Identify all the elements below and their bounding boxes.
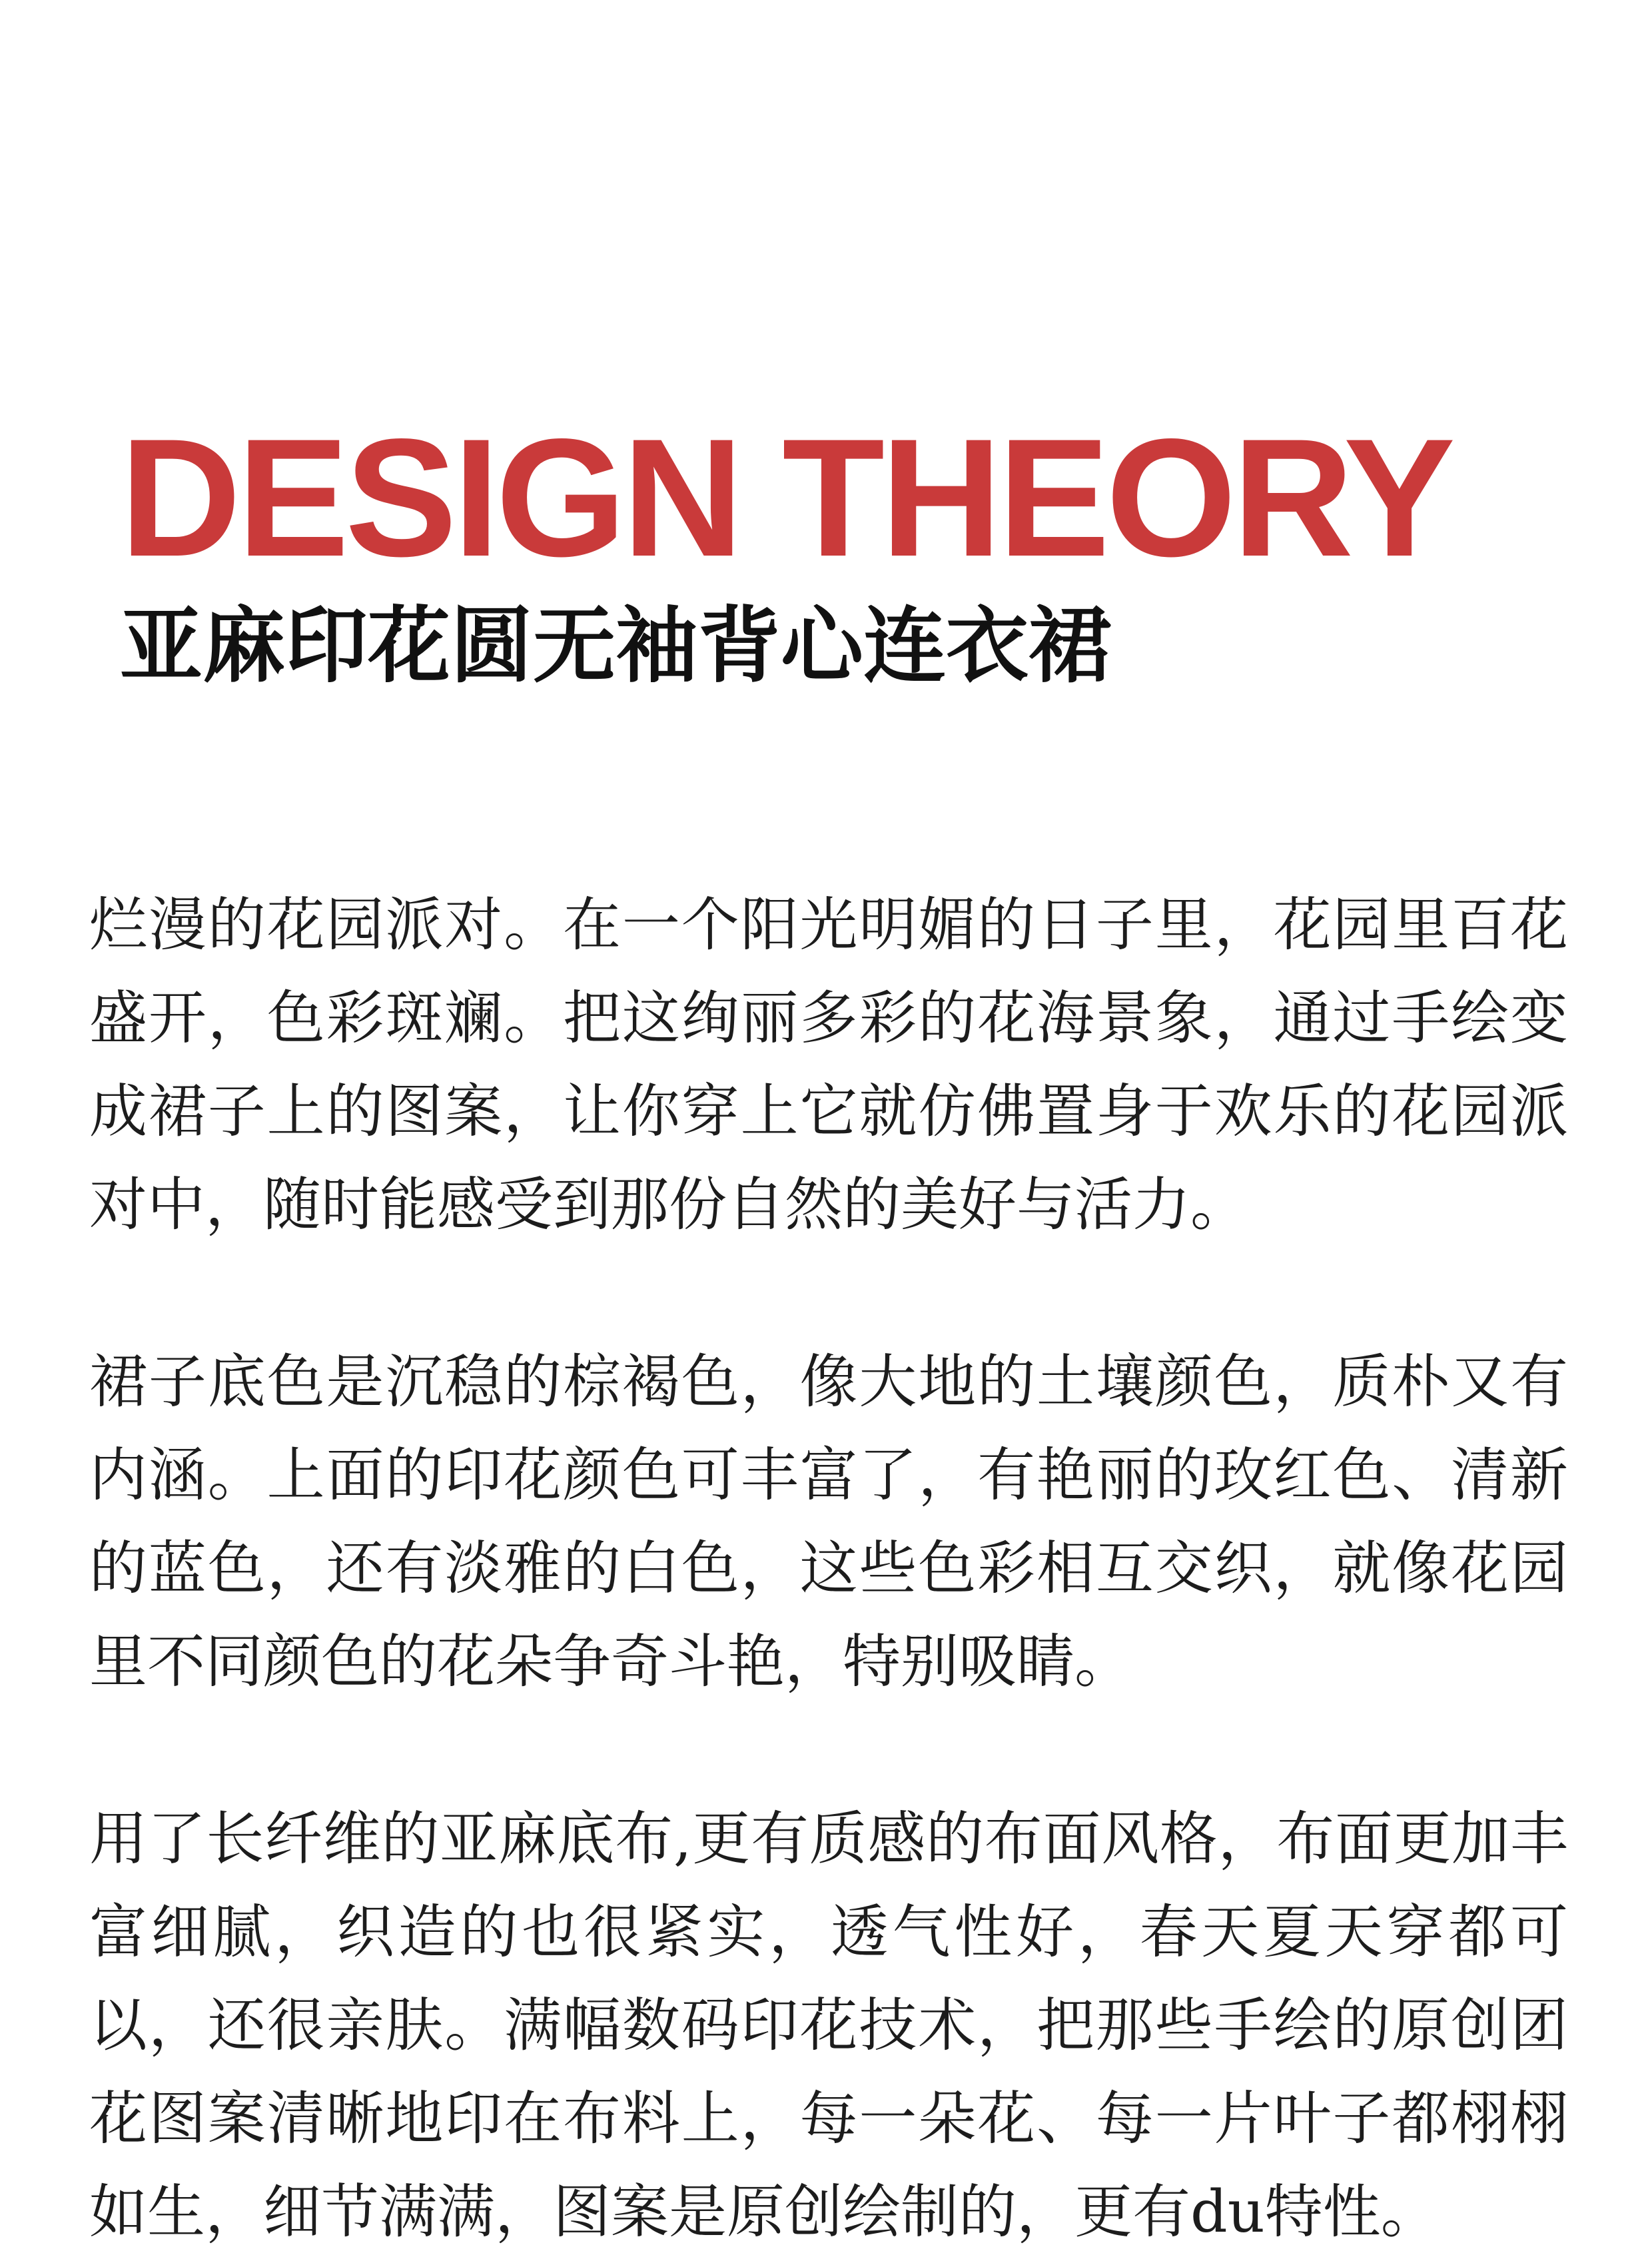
page-title-english: DESIGN THEORY [120,404,1451,592]
paragraph-fabric: 用了长纤维的亚麻底布,更有质感的布面风格，布面更加丰富细腻，织造的也很紧实，透气性好，春天夏天穿都可以，还很亲肤。满幅数码印花技术，把那些手绘的原创团花图案清晰地印在布料上，每一朵花、每一片叶子都栩栩如生，细节满满，图案是原创绘制的，更有du特性。 [89,1805,1568,2246]
body-text [89,878,1568,2258]
paragraph-colors: 裙子底色是沉稳的棕褐色，像大地的土壤颜色，质朴又有内涵。上面的印花颜色可丰富了，有艳丽的玫红色、清新的蓝色，还有淡雅的白色，这些色彩相互交织，就像花园里不同颜色的花朵争奇斗艳，特别吸睛。 [89,1348,1568,1695]
page-title-chinese: 亚麻印花圆无袖背心连衣裙 [120,598,1112,694]
paragraph-intro: 烂漫的花园派对。在一个阳光明媚的日子里，花园里百花盛开，色彩斑斓。把这绚丽多彩的花海景象，通过手绘变成裙子上的图案，让你穿上它就仿佛置身于欢乐的花园派对中，随时能感受到那份自然的美好与活力。 [89,891,1568,1238]
heading-block [120,404,1451,696]
